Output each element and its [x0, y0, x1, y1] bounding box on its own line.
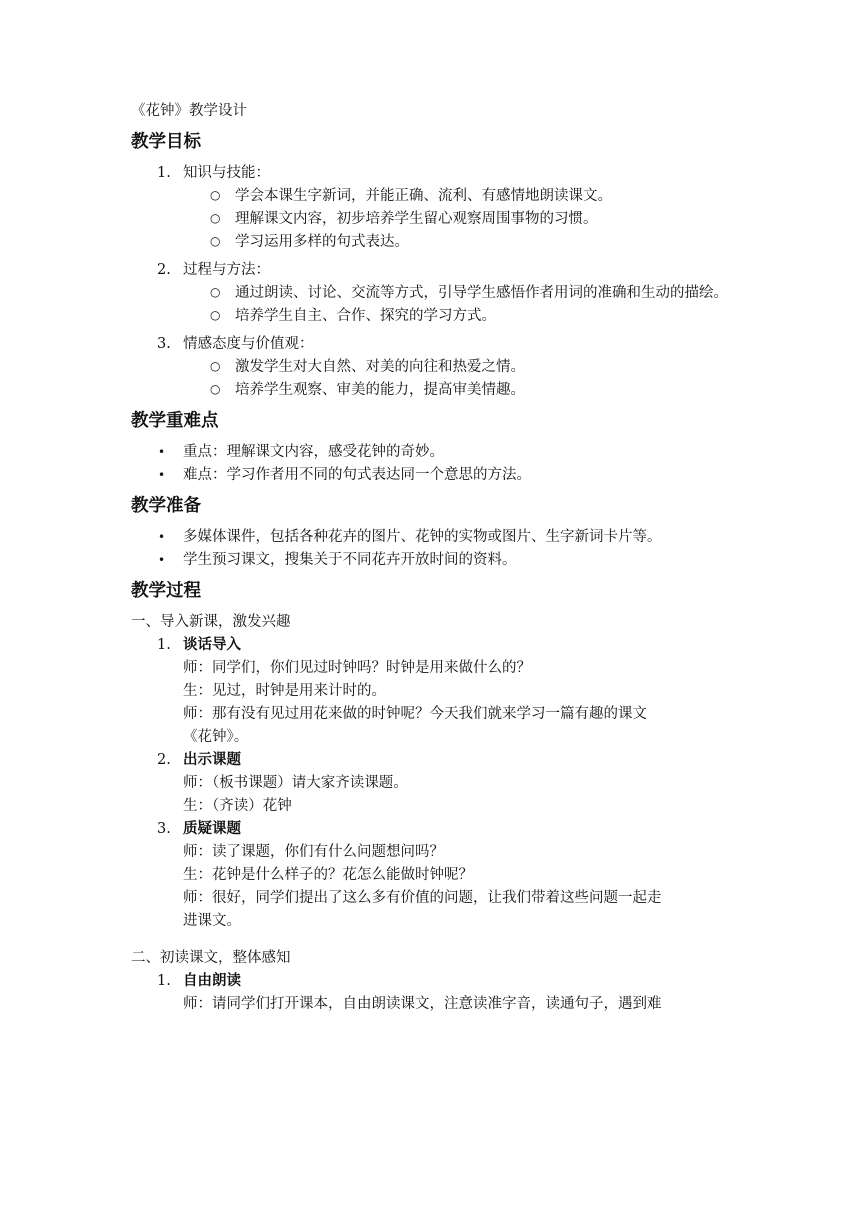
heading-process: 教学过程	[131, 581, 201, 601]
step-title: 自由朗读	[183, 973, 241, 989]
dialogue-line: 进课文。	[183, 913, 241, 929]
item-number: 1.	[157, 165, 171, 181]
dialogue-line: 生：花钟是什么样子的？花怎么能做时钟呢？	[183, 867, 473, 883]
step-number: 3.	[157, 821, 171, 837]
list-item	[131, 549, 731, 572]
circle-bullet-icon: ○	[210, 359, 221, 373]
dialogue-line: 师：（板书课题）请大家齐读课题。	[183, 775, 408, 791]
process-part-1-steps	[131, 634, 731, 933]
sub-item-text: 通过朗读、讨论、交流等方式，引导学生感悟作者用词的准确和生动的描绘。	[235, 285, 728, 301]
dialogue-line: 师：很好，同学们提出了这么多有价值的问题，让我们带着这些问题一起走	[183, 890, 662, 906]
document-title: 《花钟》教学设计	[131, 103, 247, 119]
item-label: 知识与技能：	[183, 165, 270, 181]
dialogue-line: 《花钟》。	[183, 729, 249, 745]
heading-key-points: 教学重难点	[131, 411, 219, 431]
item-label: 过程与方法：	[183, 262, 270, 278]
circle-bullet-icon: ○	[210, 188, 221, 202]
sub-item-text: 培养学生观察、审美的能力，提高审美情趣。	[235, 382, 525, 398]
list-item	[131, 441, 731, 464]
preparation-list	[131, 526, 731, 572]
sub-item-text: 培养学生自主、合作、探究的学习方式。	[235, 308, 496, 324]
bullet-icon: •	[158, 445, 166, 459]
step-title: 质疑课题	[183, 821, 241, 837]
bullet-icon: •	[158, 530, 166, 544]
step-title: 谈话导入	[183, 637, 241, 653]
objectives-list	[131, 162, 731, 402]
sub-item-text: 理解课文内容，初步培养学生留心观察周围事物的习惯。	[235, 211, 598, 227]
sub-item	[210, 231, 731, 254]
sub-item	[210, 305, 731, 328]
key-points-list	[131, 441, 731, 487]
sub-item	[210, 282, 731, 305]
step-number: 1.	[157, 637, 171, 653]
step-number: 2.	[157, 752, 171, 768]
list-item	[131, 259, 731, 328]
document-page	[131, 100, 731, 1024]
sub-item-text: 学习运用多样的句式表达。	[235, 234, 409, 250]
dialogue-line: 师：读了课题，你们有什么问题想问吗？	[183, 844, 444, 860]
sub-list	[183, 282, 731, 328]
item-label: 情感态度与价值观：	[183, 336, 314, 352]
step-number: 1.	[157, 973, 171, 989]
dialogue-line: 师：那有没有见过用花来做的时钟呢？今天我们就来学习一篇有趣的课文	[183, 706, 647, 722]
bullet-icon: •	[158, 553, 166, 567]
list-item-text: 学生预习课文，搜集关于不同花卉开放时间的资料。	[183, 552, 517, 568]
circle-bullet-icon: ○	[210, 234, 221, 248]
bullet-icon: •	[158, 468, 166, 482]
list-item	[131, 333, 731, 402]
sub-item-text: 学会本课生字新词，并能正确、流利、有感情地朗读课文。	[235, 188, 612, 204]
circle-bullet-icon: ○	[210, 211, 221, 225]
list-item-text: 难点：学习作者用不同的句式表达同一个意思的方法。	[183, 467, 531, 483]
process-part-2-steps	[131, 970, 731, 1016]
dialogue-line: 生：（齐读）花钟	[183, 798, 292, 814]
list-item	[131, 526, 731, 549]
dialogue-line: 师：同学们，你们见过时钟吗？时钟是用来做什么的？	[183, 660, 531, 676]
heading-preparation: 教学准备	[131, 496, 201, 516]
process-part-1-label: 一、导入新课，激发兴趣	[131, 614, 291, 630]
list-item	[131, 162, 731, 254]
list-item	[131, 464, 731, 487]
sub-item-text: 激发学生对大自然、对美的向往和热爱之情。	[235, 359, 525, 375]
step-title: 出示课题	[183, 752, 241, 768]
step-item	[131, 749, 731, 818]
step-item	[131, 818, 731, 933]
item-number: 3.	[157, 336, 171, 352]
sub-item	[210, 379, 731, 402]
step-item	[131, 970, 731, 1016]
circle-bullet-icon: ○	[210, 285, 221, 299]
sub-item	[210, 356, 731, 379]
sub-item	[210, 185, 731, 208]
circle-bullet-icon: ○	[210, 308, 221, 322]
list-item-text: 重点：理解课文内容，感受花钟的奇妙。	[183, 444, 444, 460]
dialogue-line: 师：请同学们打开课本，自由朗读课文，注意读准字音，读通句子，遇到难	[183, 996, 662, 1012]
item-number: 2.	[157, 262, 171, 278]
dialogue-line: 生：见过，时钟是用来计时的。	[183, 683, 386, 699]
step-item	[131, 634, 731, 749]
list-item-text: 多媒体课件，包括各种花卉的图片、花钟的实物或图片、生字新词卡片等。	[183, 529, 662, 545]
sub-list	[183, 185, 731, 254]
circle-bullet-icon: ○	[210, 382, 221, 396]
sub-item	[210, 208, 731, 231]
sub-list	[183, 356, 731, 402]
heading-objectives: 教学目标	[131, 132, 201, 152]
process-part-2-label: 二、初读课文，整体感知	[131, 950, 291, 966]
